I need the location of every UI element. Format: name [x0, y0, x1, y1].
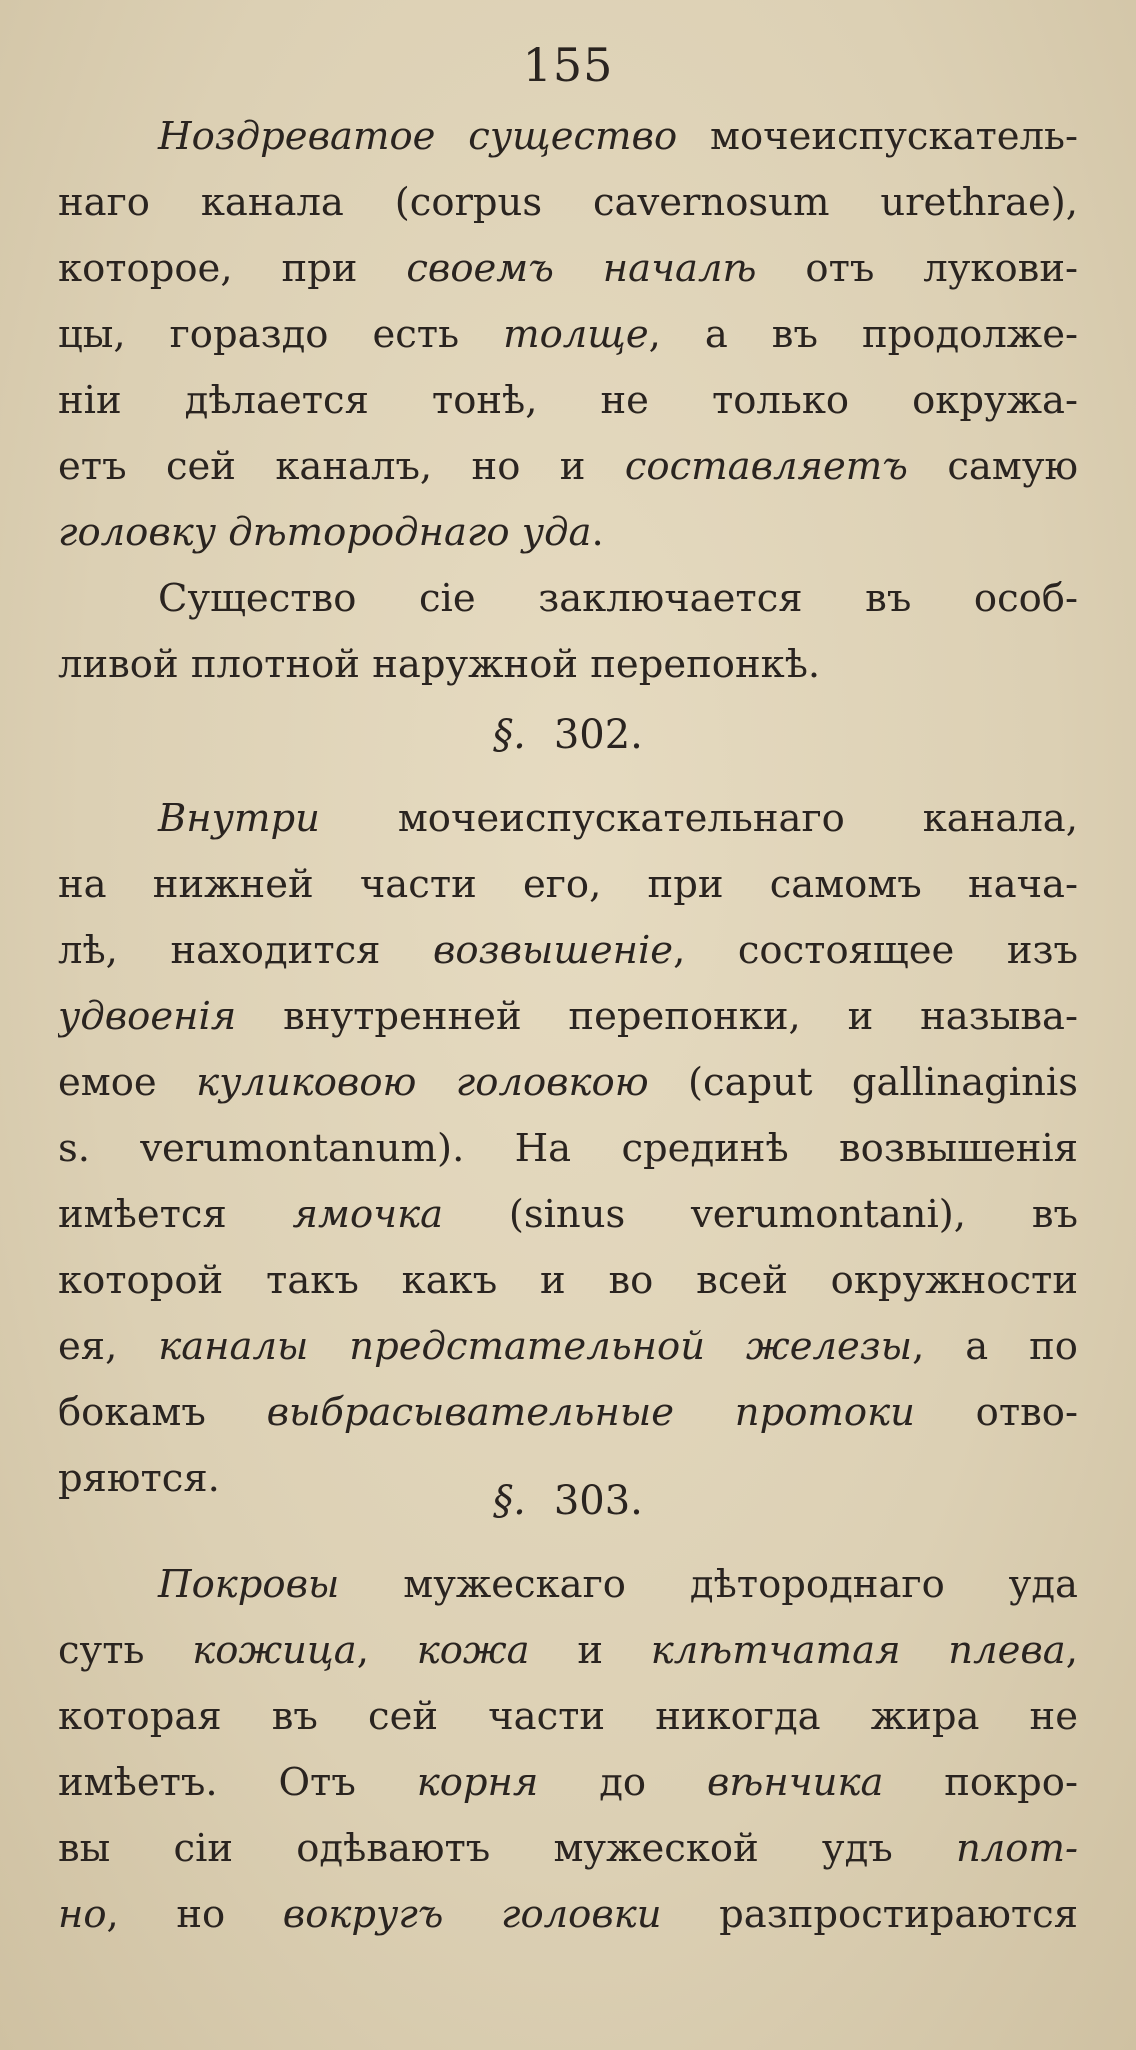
text-line	[58, 1566, 1078, 1632]
text-line	[58, 118, 1078, 184]
section-mark: §.	[493, 712, 526, 758]
text-run: цы, гораздо есть	[58, 316, 504, 357]
text-line	[58, 1262, 1078, 1328]
italic-term: клѣтчатая плева	[650, 1632, 1066, 1673]
text-run: , а по	[912, 1328, 1078, 1369]
text-line	[58, 1764, 1078, 1830]
text-run: имѣется	[58, 1196, 293, 1237]
text-run: s. verumontanum). На срединѣ возвышенiя	[58, 1130, 1078, 1171]
text-line	[58, 184, 1078, 250]
italic-term: Покровы	[158, 1566, 340, 1607]
text-line	[58, 250, 1078, 316]
text-line	[58, 382, 1078, 448]
text-run: ,	[356, 1632, 417, 1673]
text-line	[58, 316, 1078, 382]
text-line	[58, 1698, 1078, 1764]
text-run: ,	[1065, 1632, 1078, 1673]
text-run: наго канала (corpus cavernosum urethrae),	[58, 184, 1078, 225]
text-run: (sinus verumontani), въ	[443, 1196, 1078, 1237]
text-run: суть	[58, 1632, 193, 1673]
text-line	[58, 1064, 1078, 1130]
text-run: мужескаго дѣтороднаго уда	[339, 1566, 1078, 1607]
text-line	[58, 580, 1078, 646]
italic-term: плот-	[955, 1830, 1078, 1871]
text-run: лѣ, находится	[58, 932, 434, 973]
text-line	[58, 800, 1078, 866]
text-run: мочеиспускатель-	[677, 118, 1078, 159]
italic-term: каналы предстательной железы	[158, 1328, 913, 1369]
italic-term: кожа	[416, 1632, 530, 1673]
text-run: на нижней части его, при самомъ нача-	[58, 866, 1078, 907]
text-run: которой такъ какъ и во всей окружности	[58, 1262, 1078, 1303]
paragraph-urethra-interior	[58, 800, 1078, 1526]
text-run: емое	[58, 1064, 197, 1105]
text-run: , но	[106, 1896, 283, 1937]
text-run: бокамъ	[58, 1394, 267, 1435]
text-run: ея,	[58, 1328, 159, 1369]
text-line	[58, 1632, 1078, 1698]
text-run: ряются.	[58, 1460, 220, 1501]
text-run: отъ лукови-	[756, 250, 1078, 291]
text-run: до	[538, 1764, 707, 1805]
text-line	[58, 866, 1078, 932]
italic-term: выбрасывательные протоки	[266, 1394, 915, 1435]
section-mark: §.	[493, 1478, 526, 1524]
page-number: 155	[522, 38, 614, 92]
section-heading-302	[0, 712, 1136, 758]
text-line	[58, 1830, 1078, 1896]
text-run: самую	[907, 448, 1078, 489]
italic-term: но	[58, 1896, 107, 1937]
text-line	[58, 1394, 1078, 1460]
italic-term: толще	[503, 316, 649, 357]
text-run: имѣетъ. Отъ	[58, 1764, 417, 1805]
italic-term: кожица	[192, 1632, 357, 1673]
italic-term: корня	[416, 1764, 539, 1805]
text-run: покро-	[883, 1764, 1078, 1805]
text-run: мочеиспускательнаго канала,	[319, 800, 1078, 841]
section-heading-303	[0, 1478, 1136, 1524]
text-run: ливой плотной наружной перепонкѣ.	[58, 646, 821, 687]
text-line	[58, 514, 1078, 580]
italic-term: ямочка	[292, 1196, 444, 1237]
text-line	[58, 1196, 1078, 1262]
text-run: разпростираются	[661, 1896, 1078, 1937]
text-run: которая въ сей части никогда жира не	[58, 1698, 1078, 1739]
text-run: отво-	[914, 1394, 1078, 1435]
paragraph-coverings	[58, 1566, 1078, 1962]
text-run: .	[591, 514, 604, 555]
italic-term: Внутри	[158, 800, 320, 841]
text-run: (caput gallinaginis	[648, 1064, 1078, 1105]
text-line	[58, 932, 1078, 998]
text-line	[58, 646, 1078, 712]
italic-term: куликовою головкою	[196, 1064, 649, 1105]
text-run: , а въ продолже-	[648, 316, 1078, 357]
italic-term: Ноздреватое существо	[158, 118, 678, 159]
text-run: вы сiи одѣваютъ мужеской удъ	[58, 1830, 956, 1871]
text-run: которое, при	[58, 250, 407, 291]
italic-term: своемъ началѣ	[406, 250, 757, 291]
italic-term: вѣнчика	[706, 1764, 884, 1805]
paragraph-cavernous-body	[58, 118, 1078, 580]
italic-term: составляетъ	[624, 448, 908, 489]
italic-term: возвышенiе	[433, 932, 674, 973]
text-line	[58, 998, 1078, 1064]
italic-term: вокругъ головки	[282, 1896, 662, 1937]
section-number: 302.	[553, 712, 643, 758]
text-run: внутренней перепонки, и называ-	[236, 998, 1078, 1039]
text-line	[58, 1130, 1078, 1196]
italic-term: головку дѣтороднаго уда	[58, 514, 592, 555]
section-number: 303.	[553, 1478, 643, 1524]
text-line	[58, 1328, 1078, 1394]
italic-term: удвоенiя	[58, 998, 237, 1039]
text-run: етъ сей каналъ, но и	[58, 448, 625, 489]
text-run: и	[529, 1632, 651, 1673]
text-run: Существо сiе заключается въ особ-	[158, 580, 1078, 621]
paragraph-membrane	[58, 580, 1078, 712]
text-line	[58, 448, 1078, 514]
text-run: , состоящее изъ	[673, 932, 1078, 973]
text-line	[58, 1896, 1078, 1962]
text-run: нiи дѣлается тонѣ, не только окружа-	[58, 382, 1078, 423]
